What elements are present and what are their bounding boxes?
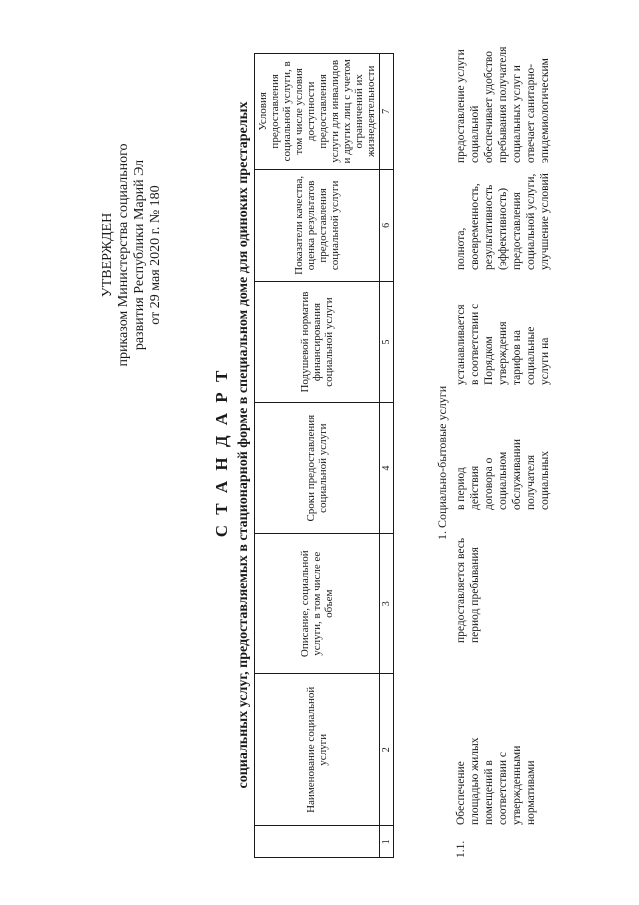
text-line: пребывания получателя	[497, 46, 509, 163]
text-line: период пребывания	[469, 547, 481, 643]
text-line: социальном	[497, 451, 509, 510]
text-line: площадью жилых	[469, 737, 481, 825]
column-number: 7	[380, 54, 394, 170]
service-description-cell	[454, 523, 482, 643]
text-line: результативность	[483, 184, 495, 270]
column-number: 3	[380, 534, 394, 674]
text-line: помещений в	[483, 760, 495, 825]
document-subtitle: социальных услуг, предоставляемых в стационарной форме в специальном доме для одиноких престарелых	[236, 101, 251, 789]
approval-line: от 29 мая 2020 г. № 180	[148, 185, 163, 325]
text-line: отвечает санитарно-	[525, 63, 537, 163]
text-line: договора о	[483, 457, 495, 510]
text-line: предоставления	[511, 192, 523, 270]
standard-table	[254, 53, 394, 858]
text-line: обеспечивает удобство	[483, 51, 495, 163]
column-number: 1	[380, 826, 394, 858]
text-line: действия	[469, 465, 481, 510]
text-line: социальной	[469, 105, 481, 163]
text-line: в соответствии с	[469, 303, 481, 385]
approval-line: УТВЕРЖДЕН	[100, 212, 115, 298]
column-number: 4	[380, 402, 394, 533]
header-cell	[255, 826, 380, 858]
text-line: социальные	[525, 326, 537, 385]
header-cell: Описание, социальной услуги, в том числе ее объем	[255, 534, 380, 674]
text-line: нормативами	[525, 760, 537, 825]
conditions-cell	[454, 46, 552, 163]
approval-block	[100, 75, 164, 435]
column-number-row	[380, 54, 394, 858]
text-line: социальных	[539, 451, 551, 510]
approval-line: развития Республики Марий Эл	[132, 159, 147, 351]
header-cell: Наименование социальной услуги	[255, 674, 380, 826]
service-name-cell	[454, 717, 538, 825]
text-line: социальной услуги,	[525, 173, 537, 270]
row-number-text: 1.1.	[455, 840, 467, 858]
text-line: устанавливается	[455, 304, 467, 385]
text-line: получателя	[525, 455, 537, 510]
column-number: 2	[380, 674, 394, 826]
text-line: соответствии с	[497, 752, 509, 825]
text-line: (эффективность)	[497, 187, 509, 270]
header-cell: Подушевой норматив финансирования социальной услуги	[255, 282, 380, 403]
text-line: обслуживании	[511, 439, 523, 510]
table-header-row	[255, 54, 380, 858]
text-line: Обеспечение	[455, 761, 467, 825]
financing-norm-cell	[454, 270, 552, 385]
header-cell: Показатели качества, оценка результатов предоставления социальной услуги	[255, 169, 380, 281]
section-title: 1. Социально-бытовые услуги	[435, 385, 449, 540]
text-line: тарифов на	[511, 330, 523, 385]
header-cell: Условия предоставления социальной услуги, в том числе условия доступности предоставления услуги для инвалидов и других лиц с учетом ограничений их жизнедеятельности	[255, 54, 380, 170]
document-title: С Т А Н Д А Р Т	[212, 367, 231, 538]
row-number	[454, 828, 468, 858]
text-line: в период	[455, 467, 467, 510]
text-line: утверждения	[497, 321, 509, 385]
text-line: предоставляется весь	[455, 537, 467, 643]
header-cell: Сроки предоставления социальной услуги	[255, 402, 380, 533]
quality-indicators-cell	[454, 170, 552, 270]
approval-line: приказом Министерства социального	[116, 143, 131, 367]
text-line: своевременность,	[469, 183, 481, 270]
text-line: эпидемиологическим	[539, 58, 551, 163]
column-number: 5	[380, 282, 394, 403]
text-line: Порядком	[483, 336, 495, 385]
text-line: утвержденными	[511, 745, 523, 825]
service-term-cell	[454, 398, 552, 510]
text-line: социальных услуг и	[511, 65, 523, 163]
column-number: 6	[380, 169, 394, 281]
text-line: услуги на	[539, 337, 551, 385]
text-line: предоставление услуги	[455, 49, 467, 163]
text-line: полнота,	[455, 227, 467, 270]
text-line: улучшение условий	[539, 173, 551, 270]
